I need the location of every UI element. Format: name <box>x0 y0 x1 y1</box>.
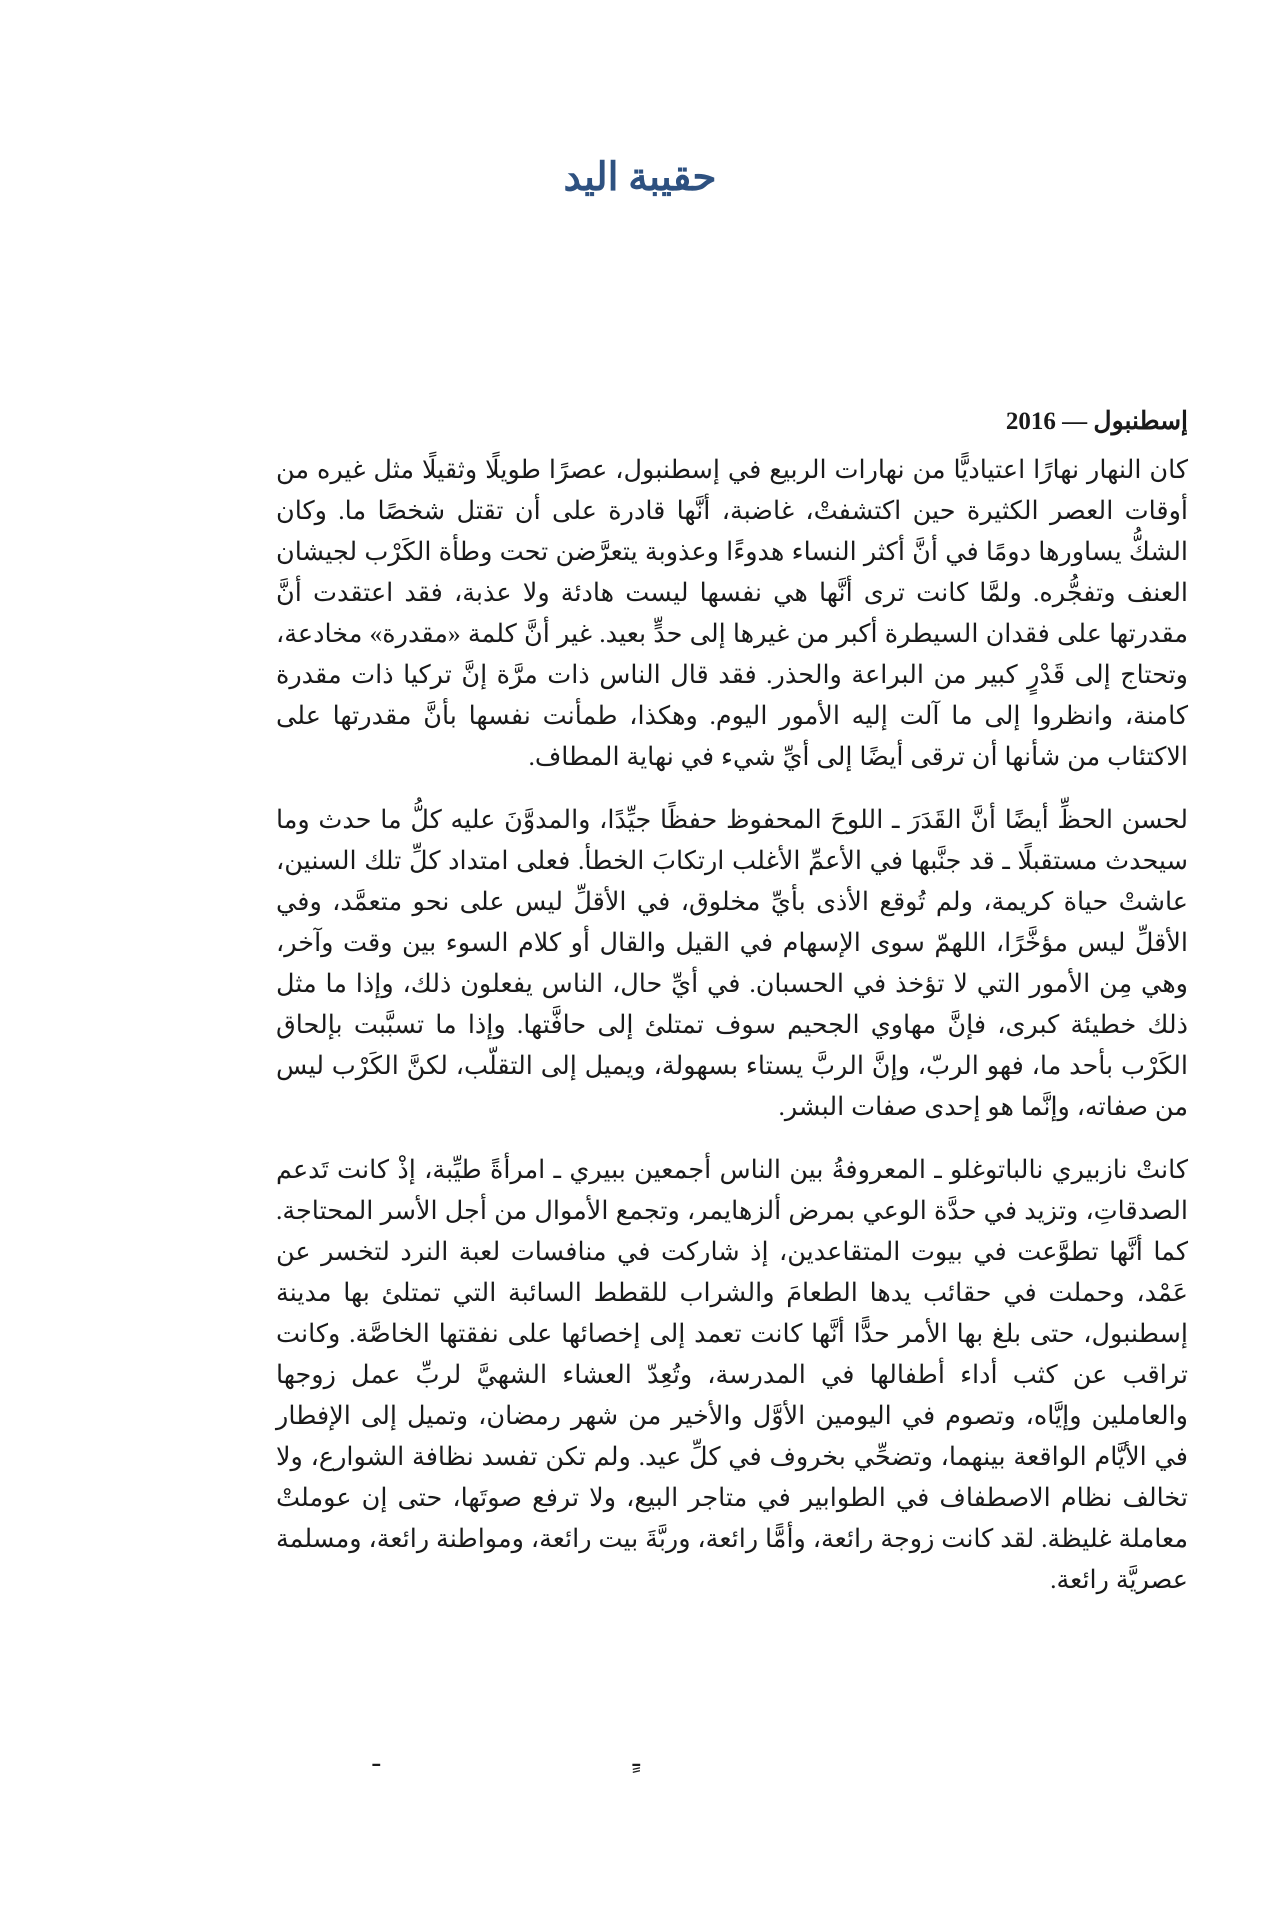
clipped-next-line <box>276 1745 1188 1788</box>
clipped-fragment-left: ـ <box>372 1745 380 1772</box>
paragraph-3: كانتْ نازبيري نالباتوغلو ـ المعروفةُ بين الناس أجمعين ببيري ـ امرأةً طيِّبة، إذْ كانت تَدعم الصدقاتِ، وتزيد في حدَّة الوعي بمرض ألزهايمر، وتجمع الأموال من أجل الأسر المحتاجة. كما أنَّها تطوَّعت في بيوت المتقاعدين، إذ شاركت في منافسات لعبة النرد لتخسر عن عَمْد، وحملت في حقائب يدها الطعامَ والشراب للقطط السائبة التي تمتلئ بها مدينة إسطنبول، حتى بلغ بها الأمر حدًّا أنَّها كانت تعمد إلى إخصائها على نفقتها الخاصَّة. وكانت تراقب عن كثب أداء أطفالها في المدرسة، وتُعِدّ العشاء الشهيَّ لربِّ عمل زوجها والعاملين وإيَّاه، وتصوم في اليومين الأوَّل والأخير من شهر رمضان، وتميل إلى الإفطار في الأيَّام الواقعة بينهما، وتضحِّي بخروف في كلِّ عيد. ولم تكن تفسد نظافة الشوارع، ولا تخالف نظام الاصطفاف في الطوابير في متاجر البيع، ولا ترفع صوتَها، حتى إن عوملتْ معاملة غليظة. لقد كانت زوجة رائعة، وأمًّا رائعة، وربَّةَ بيت رائعة، ومواطنة رائعة، ومسلمة عصريَّة رائعة. <box>276 1155 1188 1595</box>
paragraph-2: لحسن الحظِّ أيضًا أنَّ القَدَرَ ـ اللوحَ المحفوظ حفظًا جيِّدًا، والمدوَّنَ عليه كلُّ ما حدث وما سيحدث مستقبلًا ـ قد جنَّبها في الأعمِّ الأغلب ارتكابَ الخطأ. فعلى امتداد كلِّ تلك السنين، عاشتْ حياة كريمة، ولم تُوقع الأذى بأيِّ مخلوق، في الأقلِّ ليس على نحو متعمَّد، وفي الأقلِّ ليس مؤخَّرًا، اللهمّ سوى الإسهام في القيل والقال أو كلام السوء بين وقت وآخر، وهي مِن الأمور التي لا تؤخذ في الحسبان. في أيِّ حال، الناس يفعلون ذلك، وإذا ما مثل ذلك خطيئة كبرى، فإنَّ مهاوي الجحيم سوف تمتلئ إلى حافَّتها. وإذا ما تسبَّبت بإلحاق الكَرْب بأحد ما، فهو الربّ، وإنَّ الربَّ يستاء بسهولة، ويميل إلى التقلّب، لكنَّ الكَرْب ليس من صفاته، وإنَّما هو إحدى صفات البشر. <box>276 805 1188 1122</box>
clipped-fragment-right: ـٍ <box>632 1745 640 1772</box>
page-title: حقيبة اليد <box>563 156 717 200</box>
section-heading: إسطنبول — 2016 <box>1005 408 1188 435</box>
document-body <box>276 404 1188 1600</box>
paragraph-1: كان النهار نهارًا اعتياديًّا من نهارات الربيع في إسطنبول، عصرًا طويلًا وثقيلًا مثل غيره من أوقات العصر الكثيرة حين اكتشفتْ، غاضبة، أنَّها قادرة على أن تقتل شخصًا ما. وكان الشكُّ يساورها دومًا في أنَّ أكثر النساء هدوءًا وعذوبة يتعرَّضن تحت وطأة الكَرْب لجيشان العنف وتفجُّره. ولمَّا كانت ترى أنَّها هي نفسها ليست هادئة ولا عذبة، فقد اعتقدت أنَّ مقدرتها على فقدان السيطرة أكبر من غيرها إلى حدٍّ بعيد. غير أنَّ كلمة «مقدرة» مخادعة، وتحتاج إلى قَدْرٍ كبير من البراعة والحذر. فقد قال الناس ذات مرَّة إنَّ تركيا ذات مقدرة كامنة، وانظروا إلى ما آلت إليه الأمور اليوم. وهكذا، طمأنت نفسها بأنَّ مقدرتها على الاكتئاب من شأنها أن ترقى أيضًا إلى أيِّ شيء في نهاية المطاف. <box>276 455 1188 772</box>
